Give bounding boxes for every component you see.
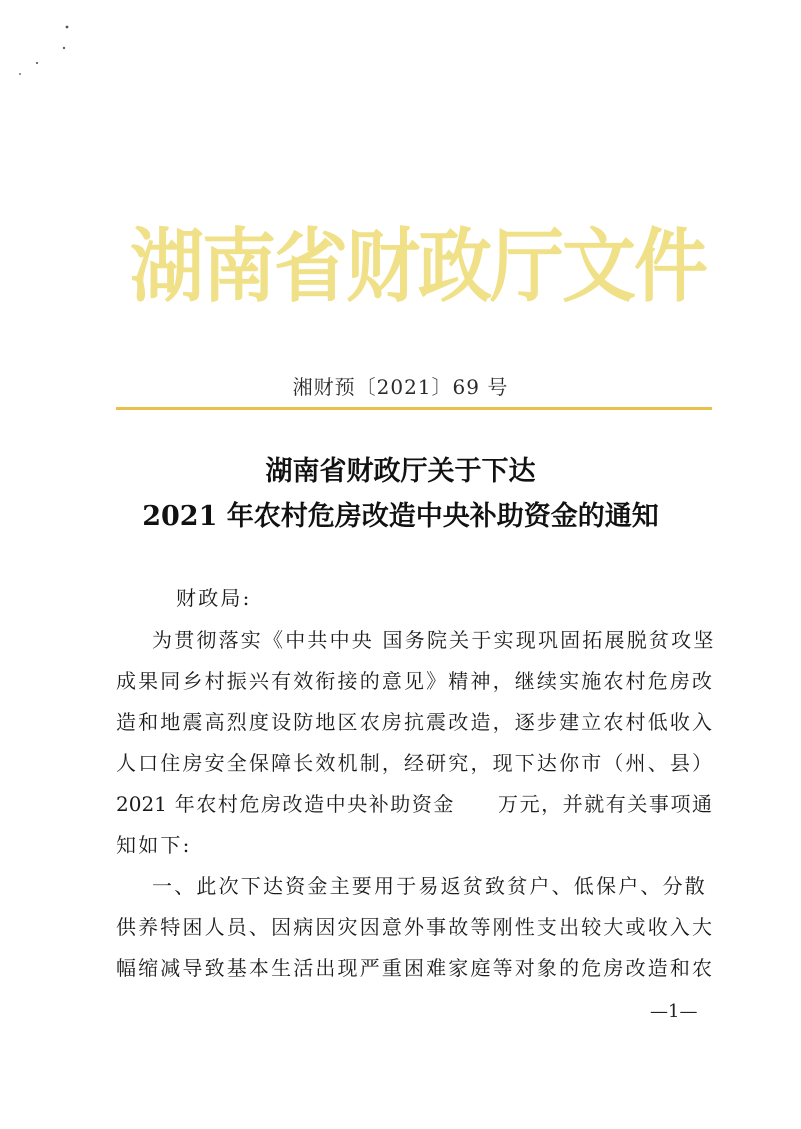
paragraph-2-line-1: 一、此次下达资金主要用于易返贫致贫户、低保户、分散 xyxy=(152,874,707,898)
paragraph-2-line-2: 供养特困人员、因病因灾因意外事故等刚性支出较大或收入大 xyxy=(116,915,712,939)
notice-title-line-1: 湖南省财政厅关于下达 xyxy=(265,456,536,487)
salutation: 财政局: xyxy=(176,586,252,610)
notice-title-line-2: 2021 年农村危房改造中央补助资金的通知 xyxy=(142,501,659,532)
page-number: —1— xyxy=(650,1001,698,1022)
paragraph-1-line-2: 成果同乡村振兴有效衔接的意见》精神，继续实施农村危房改 xyxy=(116,669,712,693)
paragraph-1-line-4: 人口住房安全保障长效机制，经研究，现下达你市（州、县） xyxy=(116,751,712,775)
paragraph-1-line-1: 为贯彻落实《中共中央 国务院关于实现巩固拓展脱贫攻坚 xyxy=(152,628,716,652)
document-number: 湘财预〔2021〕69 号 xyxy=(292,375,509,399)
scan-specks xyxy=(0,0,120,120)
masthead-title: 湖南省财政厅文件 xyxy=(130,220,706,314)
paragraph-2-line-3: 幅缩减导致基本生活出现严重困难家庭等对象的危房改造和农 xyxy=(116,956,712,980)
header-rule xyxy=(116,407,712,410)
paragraph-1-line-3: 造和地震高烈度设防地区农房抗震改造，逐步建立农村低收入 xyxy=(116,710,712,734)
paragraph-1-line-6: 知如下: xyxy=(116,833,192,857)
paragraph-1-line-5: 2021 年农村危房改造中央补助资金 万元，并就有关事项通 xyxy=(116,792,712,816)
